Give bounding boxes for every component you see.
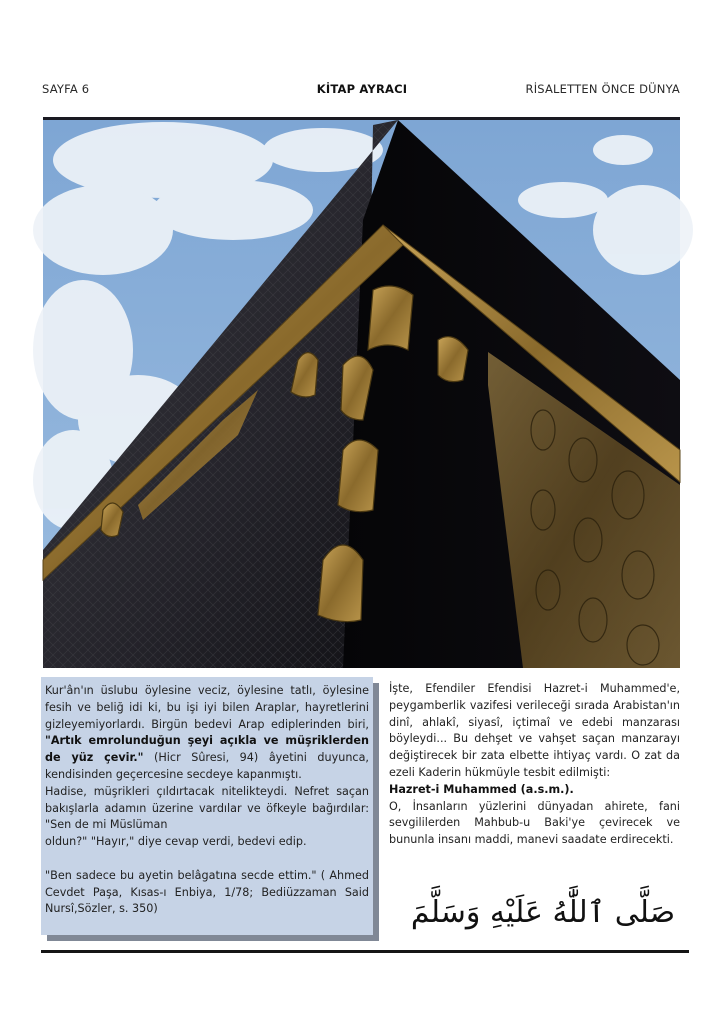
text-run: oldun?" "Hayır," diye cevap verdi, bedevi edip. (45, 835, 307, 849)
paragraph (45, 784, 369, 851)
quote-box-text (41, 677, 373, 918)
paragraph (45, 683, 369, 784)
text-run: (Hicr Sûresi, 94) âyetini duyunca, kendisinden geçercesine secdeye kapanmıştı. (45, 751, 369, 781)
calligraphy-text: صَلَّى ٱللَّٰهُ عَلَيْهِ وَسَلَّمَ (410, 895, 676, 930)
bottom-rule (41, 950, 689, 953)
paragraph: O, İnsanların yüzlerini dünyadan ahirete, fani sevgililerden Mahbub-u Baki'ye çevirecek ve bununla insanı maddi, manevi saadate erdirecekti. (389, 799, 680, 847)
citation-paragraph: "Ben sadece bu ayetin belâgatına secde ettim." ( Ahmed Cevdet Paşa, Kısas-ı Enbiya, 1/78; Bediüzzaman Said Nursî,Sözler, s. 350) (45, 868, 369, 916)
kaaba-photo (43, 117, 680, 668)
section-title: KİTAP AYRACI (316, 82, 408, 96)
text-run: Kur'ân'ın üslubu öylesine veciz, öylesine tatlı, öylesine fesih ve beliğ idi ki, bu işi iyi bilen Araplar, hayretlerini gizleyemiyorlardı. Birgün bedevi Arap ediplerinden biri, (45, 684, 369, 731)
text-run: Hadise, müşrikleri çıldırtacak nitelikteydi. Nefret saçan bakışlarla adamın üzerine vardılar ve öfkeyle bağırdılar: "Sen de mi Müslüman (45, 784, 369, 832)
chapter-title: RİSALETTEN ÖNCE DÜNYA (525, 82, 680, 96)
paragraph: İşte, Efendiler Efendisi Hazret-i Muhammed'e, peygamberlik vazifesi verileceği sırada Arabistan'ın dinî, ahlakî, siyasî, içtimaî ve edebi manzarası böyleydi... Bu dehşet ve vahşet saçan manzarayı değiştirecek bir zata elbette ihtiyaç vardı. O zat da ezeli Kaderin hükmüyle tesbit edilmişti: (389, 682, 680, 779)
kaaba-illustration (43, 120, 680, 668)
page-number-label: SAYFA 6 (42, 82, 90, 96)
right-column (389, 681, 680, 849)
salawat-calligraphy (410, 878, 676, 938)
verse-quote: "Artık emrolunduğun şeyi açıkla ve müşriklerden de yüz çevir." (45, 734, 369, 765)
section-heading: Hazret-i Muhammed (a.s.m.). (389, 782, 574, 796)
quote-box (41, 677, 373, 935)
